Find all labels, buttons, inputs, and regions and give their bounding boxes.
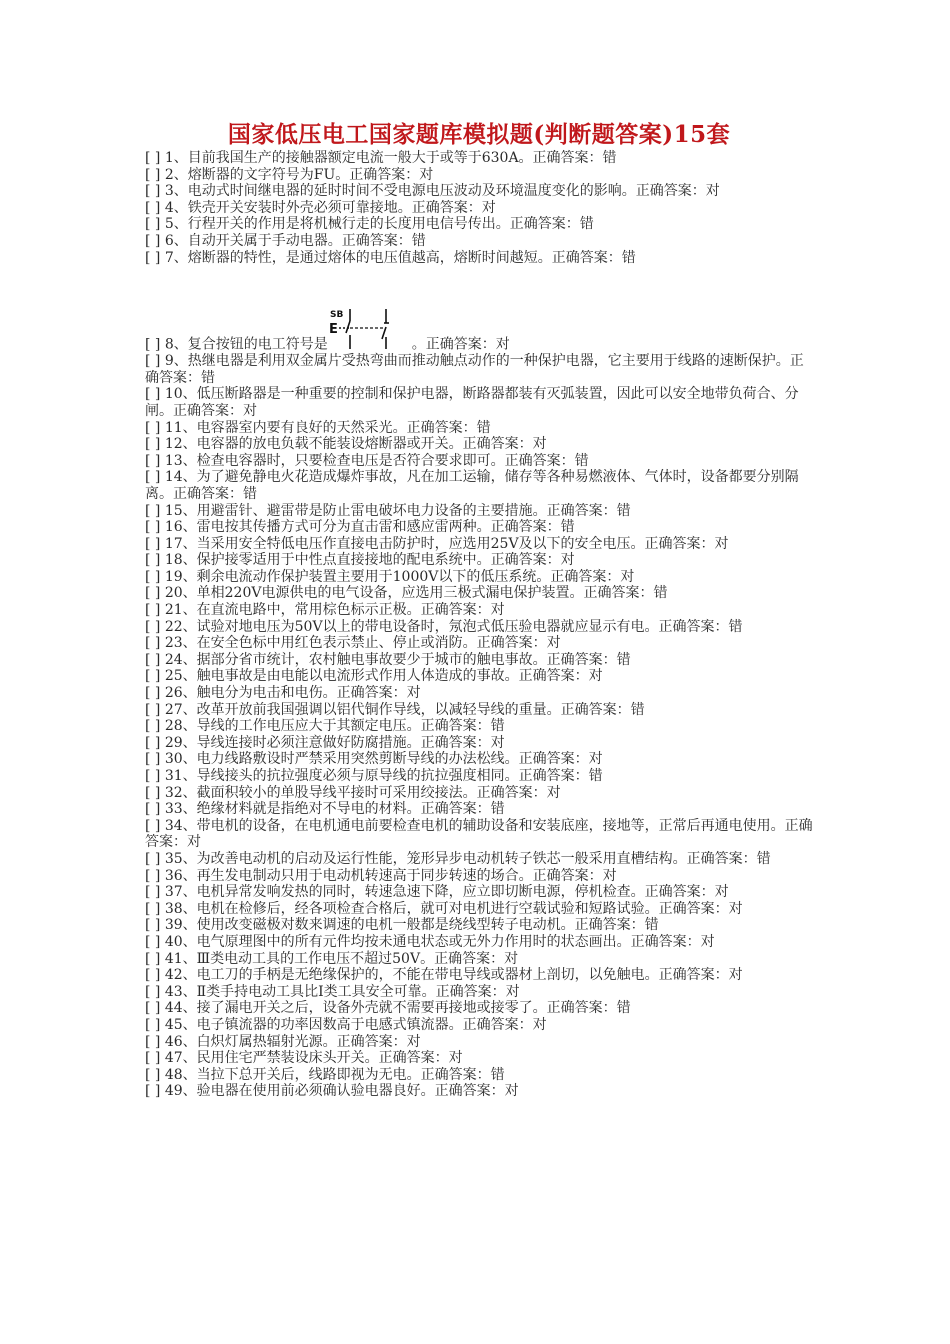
question-13: [ ] 13、检查电容器时，只要检查电压是否符合要求即可。正确答案：错: [145, 452, 589, 469]
symbol-e-label: E: [328, 322, 338, 338]
question-33: [ ] 33、绝缘材料就是指绝对不导电的材料。正确答案：错: [145, 801, 505, 818]
question-6: [ ] 6、自动开关属于手动电器。正确答案：错: [145, 232, 426, 249]
question-29: [ ] 29、导线连接时必须注意做好防腐措施。正确答案：对: [145, 734, 505, 751]
question-23: [ ] 23、在安全色标中用红色表示禁止、停止或消防。正确答案：对: [145, 635, 561, 652]
compound-button-symbol-icon: [328, 305, 412, 355]
question-49: [ ] 49、验电器在使用前必须确认验电器良好。正确答案：对: [145, 1083, 519, 1100]
question-34: [ ] 34、带电机的设备，在电机通电前要检查电机的辅助设备和安装底座，接地等，正常后再通电使用。正确答案：对: [145, 817, 813, 851]
document-page: [145, 120, 813, 1100]
question-47: [ ] 47、民用住宅严禁装设床头开关。正确答案：对: [145, 1050, 463, 1067]
question-30: [ ] 30、电力线路敷设时严禁采用突然剪断导线的办法松线。正确答案：对: [145, 751, 603, 768]
question-41: [ ] 41、Ⅲ类电动工具的工作电压不超过50V。正确答案：对: [145, 950, 519, 967]
question-48: [ ] 48、当拉下总开关后，线路即视为无电。正确答案：错: [145, 1066, 505, 1083]
question-16: [ ] 16、雷电按其传播方式可分为直击雷和感应雷两种。正确答案：错: [145, 519, 575, 536]
question-31: [ ] 31、导线接头的抗拉强度必须与原导线的抗拉强度相同。正确答案：错: [145, 768, 603, 784]
question-32: [ ] 32、截面积较小的单股导线平接时可采用绞接法。正确答案：对: [145, 784, 561, 801]
question-19: [ ] 19、剩余电流动作保护装置主要用于1000V以下的低压系统。正确答案：对: [145, 568, 635, 585]
question-10: [ ] 10、低压断路器是一种重要的控制和保护电器，断路器都装有灭弧装置，因此可以安全地带负荷合、分闸。正确答案：对: [145, 386, 799, 419]
question-8: [145, 266, 813, 353]
question-3: [ ] 3、电动式时间继电器的延时时间不受电源电压波动及环境温度变化的影响。正确答案：对: [145, 183, 720, 200]
question-15: [ ] 15、用避雷针、避雷带是防止雷电破坏电力设备的主要措施。正确答案：错: [145, 502, 631, 519]
question-8-text-after: 。正确答案：对: [411, 336, 510, 353]
question-21: [ ] 21、在直流电路中，常用棕色标示正极。正确答案：对: [145, 602, 505, 619]
symbol-sb-label: SB: [329, 310, 344, 321]
question-11: [ ] 11、电容器室内要有良好的天然采光。正确答案：错: [145, 419, 491, 436]
question-43: [ ] 43、Ⅱ类手持电动工具比Ⅰ类工具安全可靠。正确答案：对: [145, 983, 520, 1000]
question-35: [ ] 35、为改善电动机的启动及运行性能，笼形异步电动机转子铁芯一般采用直槽结构。正确答案：错: [145, 850, 771, 867]
question-8-text-before: [ ] 8、复合按钮的电工符号是: [145, 336, 328, 353]
question-18: [ ] 18、保护接零适用于中性点直接接地的配电系统中。正确答案：对: [145, 552, 575, 569]
question-38: [ ] 38、电机在检修后，经各项检查合格后，就可对电机进行空载试验和短路试验。正确答案：对: [145, 900, 743, 917]
question-40: [ ] 40、电气原理图中的所有元件均按未通电状态或无外力作用时的状态画出。正确答案：对: [145, 933, 715, 950]
question-5: [ ] 5、行程开关的作用是将机械行走的长度用电信号传出。正确答案：错: [145, 216, 594, 233]
question-list: [145, 150, 813, 1100]
question-25: [ ] 25、触电事故是由电能以电流形式作用人体造成的事故。正确答案：对: [145, 668, 603, 685]
question-22: [ ] 22、试验对地电压为50V以上的带电设备时，氖泡式低压验电器就应显示有电。正确答案：错: [145, 618, 743, 635]
page-title: 国家低压电工国家题库模拟题(判断题答案)15套: [227, 121, 731, 148]
question-46: [ ] 46、白炽灯属热辐射光源。正确答案：对: [145, 1033, 421, 1050]
question-39: [ ] 39、使用改变磁极对数来调速的电机一般都是绕线型转子电动机。正确答案：错: [145, 917, 659, 934]
question-42: [ ] 42、电工刀的手柄是无绝缘保护的，不能在带电导线或器材上剖切，以免触电。正确答案：对: [145, 967, 743, 984]
question-44: [ ] 44、接了漏电开关之后，设备外壳就不需要再接地或接零了。正确答案：错: [145, 1000, 631, 1017]
question-36: [ ] 36、再生发电制动只用于电动机转速高于同步转速的场合。正确答案：对: [145, 867, 617, 884]
question-28: [ ] 28、导线的工作电压应大于其额定电压。正确答案：错: [145, 718, 505, 735]
question-9: [ ] 9、热继电器是利用双金属片受热弯曲而推动触点动作的一种保护电器，它主要用于线路的速断保护。正确答案：错: [145, 353, 804, 386]
question-7: [ ] 7、熔断器的特性，是通过熔体的电压值越高，熔断时间越短。正确答案：错: [145, 249, 636, 266]
question-27: [ ] 27、改革开放前我国强调以铝代铜作导线，以减轻导线的重量。正确答案：错: [145, 701, 645, 718]
question-45: [ ] 45、电子镇流器的功率因数高于电感式镇流器。正确答案：对: [145, 1016, 547, 1033]
question-26: [ ] 26、触电分为电击和电伤。正确答案：对: [145, 685, 421, 702]
question-4: [ ] 4、铁壳开关安装时外壳必须可靠接地。正确答案：对: [145, 199, 496, 216]
question-37: [ ] 37、电机异常发响发热的同时，转速急速下降，应立即切断电源，停机检查。正确答案：对: [145, 884, 729, 901]
question-1: [ ] 1、目前我国生产的接触器额定电流一般大于或等于630A。正确答案：错: [145, 150, 617, 166]
question-12: [ ] 12、电容器的放电负载不能装设熔断器或开关。正确答案：对: [145, 436, 547, 453]
question-24: [ ] 24、据部分省市统计，农村触电事故要少于城市的触电事故。正确答案：错: [145, 651, 631, 668]
question-17: [ ] 17、当采用安全特低电压作直接电击防护时，应选用25V及以下的安全电压。正确答案：对: [145, 535, 729, 552]
question-2: [ ] 2、熔断器的文字符号为FU。正确答案：对: [145, 166, 434, 183]
question-14: [ ] 14、为了避免静电火花造成爆炸事故，凡在加工运输，储存等各种易燃液体、气体时，设备都要分别隔离。正确答案：错: [145, 469, 799, 502]
question-20: [ ] 20、单相220V电源供电的电气设备，应选用三极式漏电保护装置。正确答案：错: [145, 585, 668, 602]
